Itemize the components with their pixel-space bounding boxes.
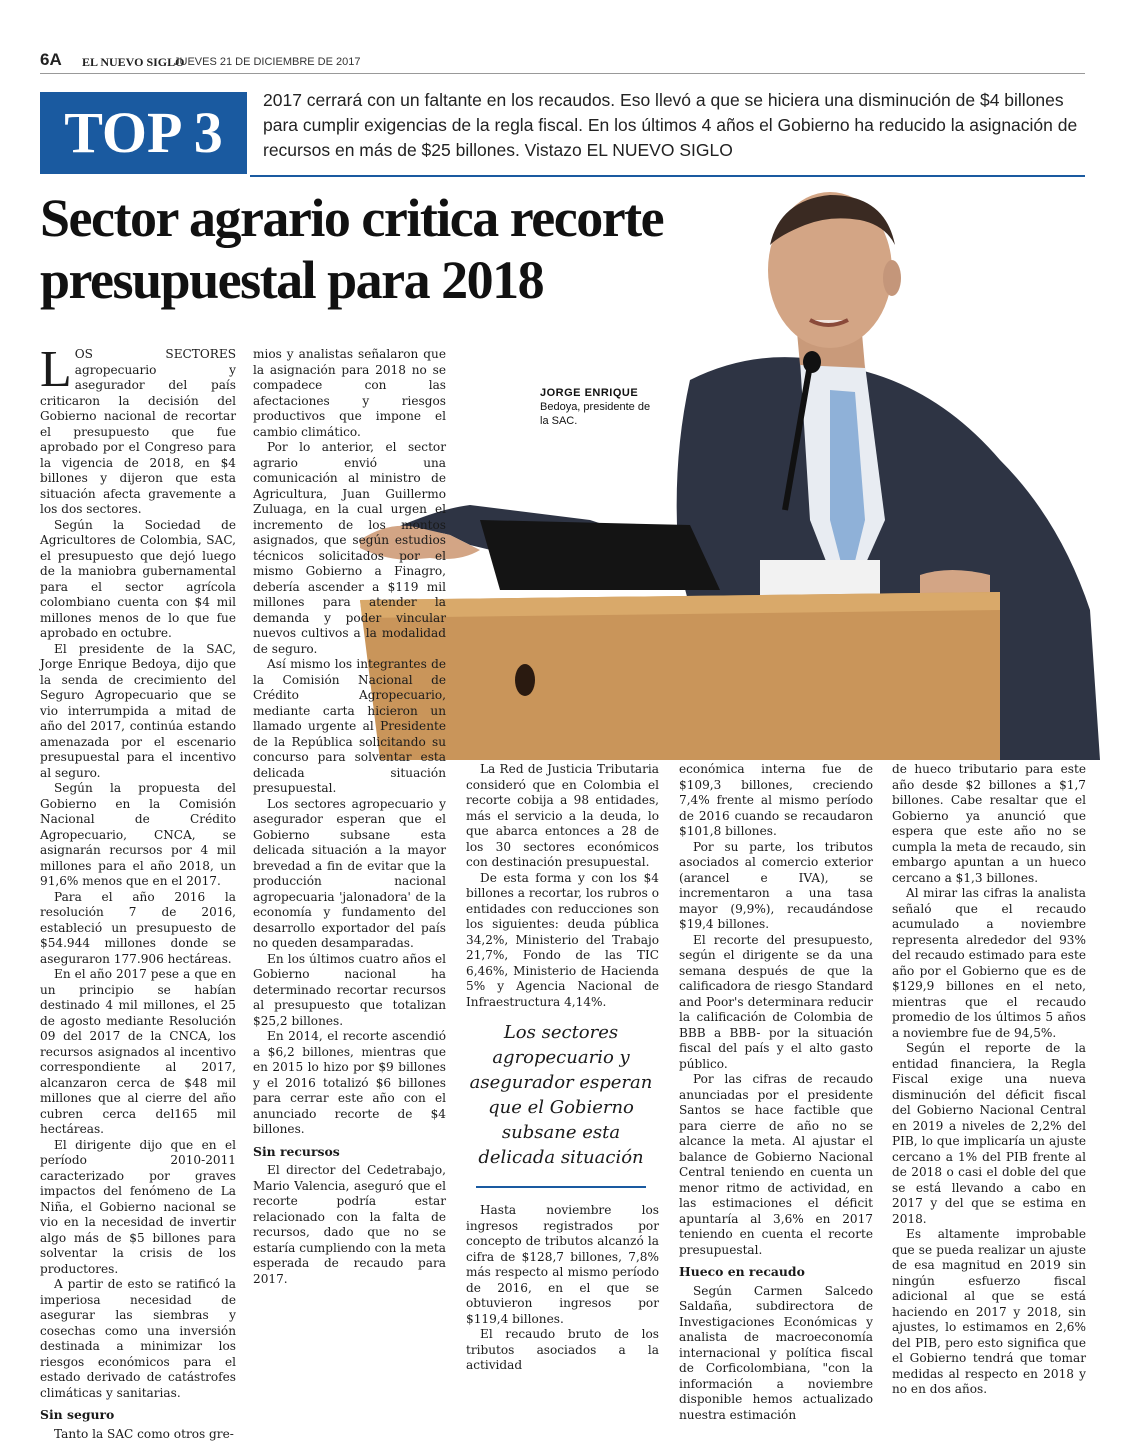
paragraph: Tanto la SAC como otros gre- — [40, 1427, 236, 1442]
header-rule — [40, 73, 1085, 74]
paragraph: El recorte del presupuesto, según el dirigente se da una semana después de que la calificadora de riesgo Standard and Poor's determinara reducir la calificación de Colombia de BBB a BBB- por la situación fiscal del país y el alto gasto público. — [679, 933, 873, 1073]
paragraph: En 2014, el recorte ascendió a $6,2 billones, mientras que en 2015 lo hizo por $9 billones y el 2016 totalizó $6 billones para cerrar este año con el anunciado recorte de $4 billones. — [253, 1029, 446, 1138]
laptop — [480, 520, 720, 590]
ear — [883, 260, 901, 296]
paragraph: Por lo anterior, el sector agrario envió una comunicación al ministro de Agricultura, Juan Guillermo Zuluaga, en la cual urgen el incremento de los montos asignados, que según estudios técnicos solicitados por el mismo Gobierno a Finagro, debería ascender a $119 mil millones para atender la demanda y poder vincular nuevos cultivos a la modalidad de seguro. — [253, 440, 446, 657]
drop-cap: L — [40, 350, 72, 390]
column-3 — [466, 762, 659, 1010]
subhead: Sin recursos — [253, 1144, 446, 1160]
paragraph: económica interna fue de $109,3 billones, creciendo 7,4% frente al mismo período de 2016 cuando se recaudaron $101,8 billones. — [679, 762, 873, 840]
podium — [360, 592, 1000, 760]
subhead: Sin seguro — [40, 1407, 236, 1423]
paragraph: Por las cifras de recaudo anunciadas por el presidente Santos se hace factible que para cierre de año no se alcance la meta. Al ajustar el balance de Gobierno Nacional Central teniendo en cuenta un menor ritmo de actividad, en las estimaciones el déficit apuntaría al 3,6% en 2017 teniendo en cuenta el recorte presupuestal. — [679, 1072, 873, 1258]
top3-label: TOP 3 — [40, 92, 247, 174]
paragraph: Al mirar las cifras la analista señaló que el recaudo acumulado a noviembre representa alrededor del 93% del recaudo estimado para este año por el Gobierno que es de $129,9 billones en el neto, mientras que el recaudo promedio de los últimos 5 años a noviembre fue de 94,5%. — [892, 886, 1086, 1041]
paragraph: Es altamente improbable que se pueda realizar un ajuste de esa magnitud en 2019 sin ningún esfuerzo fiscal adicional al que se está haciendo en 2017 y 2018, sin ajustes, lo estimamos en 2,6% del PIB, pero esto significa que el Gobierno tendrá que tomar medidas al respecto en 2018 y no en dos años. — [892, 1227, 1086, 1398]
paragraph: El presidente de la SAC, Jorge Enrique Bedoya, dijo que la senda de crecimiento del Seguro Agropecuario que se vio interrumpida a mitad de año del 2017, continúa estando amenazada por el escenario presupuestal para el incentivo al seguro. — [40, 642, 236, 782]
pull-quote: Los sectores agropecuario y asegurador esperan que el Gobierno subsane esta delicada situación — [466, 1020, 656, 1170]
paragraph: Por su parte, los tributos asociados al comercio exterior (arancel e IVA), se incrementaron a una tasa mayor (9,9%), recaudándose $19,4 billones. — [679, 840, 873, 933]
paragraph: Para el año 2016 la resolución 7 de 2016, estableció un presupuesto de $54.944 millones donde se aseguraron 177.906 hectáreas. — [40, 890, 236, 968]
paragraph: A partir de esto se ratificó la imperiosa necesidad de asegurar las siembras y cosechas como una inversión destinada a minimizar los riesgos económicos para el estado derivado de catástrofes climáticas y sanitarias. — [40, 1277, 236, 1401]
paragraph: De esta forma y con los $4 billones a recortar, los rubros o entidades con reducciones son los siguientes: deuda pública 34,2%, Ministerio del Trabajo 21,7%, Fondo de las TIC 6,46%, Ministerio de Hacienda 5% y Agencia Nacional de Infraestructura 4,14%. — [466, 871, 659, 1011]
paragraph: El director del Cedetrabajo, Mario Valencia, aseguró que el recorte podría estar relacionado con la falta de recursos, dado que no se estaría cumpliendo con la meta esperada de recaudo para 2017. — [253, 1163, 446, 1287]
column-3-lower — [466, 1203, 659, 1374]
podium-logo — [515, 664, 535, 696]
paragraph: Según la Sociedad de Agricultores de Colombia, SAC, el presupuesto que dejó luego de la maniobra gubernamental para el sector agrícola colombiano cuenta con $4 mil millones menos de lo que fue aprobado en octubre. — [40, 518, 236, 642]
paragraph: En el año 2017 pese a que en un principio se habían destinado 4 mil millones, el 25 de agosto mediante Resolución 09 del 2017 de la CNCA, los recursos asignados al incentivo correspondiente al 2017, alcanzaron cerca de $48 mil millones que al cierre del año cubren cerca del165 mil hectáreas. — [40, 967, 236, 1138]
column-1 — [40, 347, 236, 1442]
paragraph: El recaudo bruto de los tributos asociados a la actividad — [466, 1327, 659, 1374]
column-4 — [679, 762, 873, 1423]
paragraph: Hasta noviembre los ingresos registrados por concepto de tributos alcanzó la cifra de $128,7 billones, 7,8% más respecto al mismo período de 2016, en el que se obtuvieron ingresos por $119,4 billones. — [466, 1203, 659, 1327]
paragraph: En los últimos cuatro años el Gobierno nacional ha determinado recortar recursos al presupuesto que totalizan $25,2 billones. — [253, 952, 446, 1030]
paragraph: La Red de Justicia Tributaria consideró que en Colombia el recorte cobija a 98 entidades, más el servicio a la deuda, lo que abarca entonces a 28 de los 30 sectores económicos con destinación presupuestal. — [466, 762, 659, 871]
subhead: Hueco en recaudo — [679, 1264, 873, 1280]
paragraph: El dirigente dijo que en el período 2010-2011 caracterizado por graves impactos del fenómeno de La Niña, el Gobierno nacional se vio en la necesidad de invertir algo más de $5 billones para solventar la crisis de los productores. — [40, 1138, 236, 1278]
paragraph: Según el reporte de la entidad financiera, la Regla Fiscal exige una nueva disminución del déficit fiscal del Gobierno Nacional Central en 2019 a niveles de 2,2% del PIB, lo que implicaría un ajuste cercano a 1% del PIB frente al de 2018 o casi el doble del que se está llevando a cabo en 2017 y del que se estima en 2018. — [892, 1041, 1086, 1227]
column-2 — [253, 347, 446, 1287]
paragraph: Según Carmen Salcedo Saldaña, subdirectora de Investigaciones Económicas y analista de macroeconomía internacional y política fiscal de Corficolombiana, "con la información a noviembre disponible hemos actualizado nuestra estimación — [679, 1284, 873, 1424]
paragraph: mios y analistas señalaron que la asignación para 2018 no se compadece con las afectaciones y riesgos productivos que impone el cambio climático. — [253, 347, 446, 440]
intro-text: 2017 cerrará con un faltante en los recaudos. Eso llevó a que se hiciera una disminución de $4 billones para cumplir exigencias de la regla fiscal. En los últimos 4 años el Gobierno ha reducido la asignación de recursos en más de $25 billones. Vistazo EL NUEVO SIGLO — [263, 88, 1085, 163]
paragraph: Según la propuesta del Gobierno en la Comisión Nacional de Crédito Agropecuario, CNCA, se asignarán recursos por 4 mil millones para el año 2018, un 91,6% menos que en el 2017. — [40, 781, 236, 890]
headline: Sector agrario critica recorte presupuestal para 2018 — [40, 187, 740, 311]
paragraph: Los sectores agropecuario y asegurador esperan que el Gobierno subsane esta delicada situación a la mayor brevedad a fin de evitar que la producción nacional agropecuaria 'jalonadora' de la economía y fundamento del desarrollo exportador del país no queden desamparadas. — [253, 797, 446, 952]
pull-quote-rule — [476, 1186, 646, 1188]
column-5 — [892, 762, 1086, 1398]
paragraph: LOS SECTORES agropecuario y asegurador del país criticaron la decisión del Gobierno nacional de recortar el presupuesto que fue aprobado por el Congreso para la vigencia de 2018, en $4 billones y dijeron que esta situación afecta gravemente a los dos sectores. — [40, 347, 236, 518]
page-number: 6A — [40, 50, 62, 70]
dateline: JUEVES 21 DE DICIEMBRE DE 2017 — [174, 56, 360, 68]
paragraph: de hueco tributario para este año desde $2 billones a $1,7 billones. Cabe resaltar que el Gobierno ya anunció que espera que este año no se cumpla la meta de recaudo, sin embargo apuntan a un hueco cercano a $1,3 billones. — [892, 762, 1086, 886]
photo-caption — [540, 386, 660, 428]
caption-name: JORGE ENRIQUE — [540, 387, 638, 399]
paragraph: Así mismo los integrantes de la Comisión Nacional de Crédito Agropecuario, mediante carta hicieron un llamado urgente al Presidente de la República solicitando su concurso para solventar esta delicada situación presupuestal. — [253, 657, 446, 797]
caption-text: Bedoya, presidente de la SAC. — [540, 401, 650, 427]
intro-rule — [250, 175, 1085, 177]
masthead: EL NUEVO SIGLO — [82, 55, 184, 70]
